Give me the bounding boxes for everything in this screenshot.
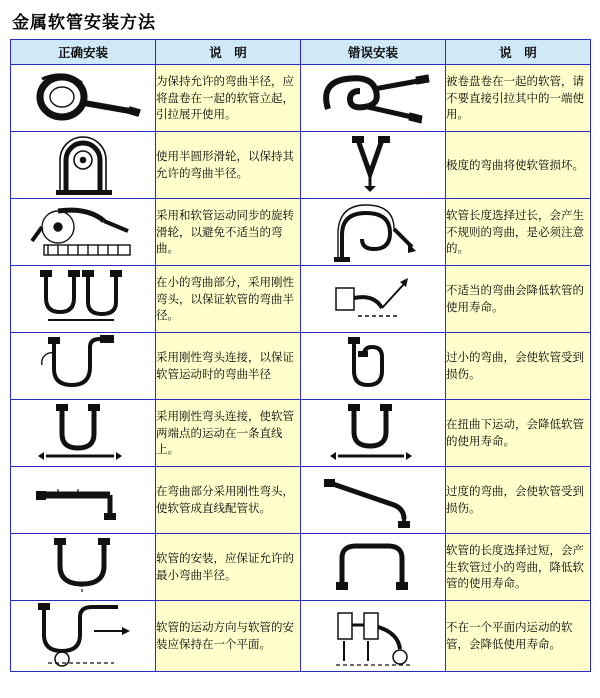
correct-note-text: 采用和软管运动同步的旋转滑轮，以避免不适当的弯曲。 <box>156 199 301 266</box>
rigid-elbow-connection-u-icon <box>18 335 148 397</box>
wrong-illustration-long-loose-hose-loop <box>301 199 446 266</box>
correct-illustration-rigid-elbow-connection-u <box>11 333 156 400</box>
rigid-elbow-straight-line-icon <box>18 402 148 464</box>
correct-note-text: 在弯曲部分采用刚性弯头，使软管成直线配管状。 <box>156 467 301 534</box>
long-loose-hose-loop-icon <box>308 201 438 263</box>
installation-methods-table <box>10 39 591 672</box>
correct-illustration-coiled-hose-roll <box>11 65 156 132</box>
correct-illustration-same-plane-motion <box>11 601 156 672</box>
column-header-wrong-install: 错误安装 <box>301 40 446 65</box>
table-row <box>11 65 591 132</box>
wrong-illustration-improper-tight-bend <box>301 266 446 333</box>
wrong-illustration-coiled-hose-pulled <box>301 65 446 132</box>
wrong-note-text: 不适当的弯曲会降低软管的使用寿命。 <box>446 266 591 333</box>
wrong-note-text: 过度的弯曲，会使软管受到损伤。 <box>446 467 591 534</box>
table-row <box>11 266 591 333</box>
correct-note-text: 在小的弯曲部分，采用刚性弯头，以保证软管的弯曲半径。 <box>156 266 301 333</box>
wrong-illustration-short-length-tight-bend <box>301 534 446 601</box>
column-header-correct-note: 说 明 <box>156 40 301 65</box>
table-row <box>11 199 591 266</box>
wrong-note-text: 软管的长度选择过短，会产生软管过小的弯曲，降低软管的使用寿命。 <box>446 534 591 601</box>
same-plane-motion-icon <box>18 601 148 671</box>
over-tight-hook-bend-icon <box>308 335 438 397</box>
short-length-tight-bend-icon <box>308 536 438 598</box>
out-of-plane-motion-icon <box>308 601 438 671</box>
semicircular-guide-pulley-icon <box>18 134 148 196</box>
correct-note-text: 采用刚性弯头连接，使软管两端点的运动在一条直线上。 <box>156 400 301 467</box>
correct-illustration-rotating-pulley-with-chain <box>11 199 156 266</box>
correct-note-text: 使用半圆形滑轮，以保持其允许的弯曲半径。 <box>156 132 301 199</box>
table-row <box>11 400 591 467</box>
correct-illustration-elbow-straight-piping <box>11 467 156 534</box>
elbow-straight-piping-icon <box>18 469 148 531</box>
table-row <box>11 333 591 400</box>
rigid-bend-small-radius-icon <box>18 268 148 330</box>
excessive-bend-elbow-icon <box>308 469 438 531</box>
improper-tight-bend-icon <box>308 268 438 330</box>
correct-illustration-semicircular-guide-pulley <box>11 132 156 199</box>
table-row <box>11 467 591 534</box>
wrong-note-text: 不在一个平面内运动的软管，会降低使用寿命。 <box>446 601 591 672</box>
correct-note-text: 为保持允许的弯曲半径，应将盘卷在一起的软管立起，引拉展开使用。 <box>156 65 301 132</box>
wrong-note-text: 过小的弯曲，会使软管受到损伤。 <box>446 333 591 400</box>
u-shape-min-radius-icon <box>18 536 148 598</box>
wrong-illustration-out-of-plane-motion <box>301 601 446 672</box>
wrong-illustration-excessive-bend-elbow <box>301 467 446 534</box>
wrong-illustration-sharp-v-bend <box>301 132 446 199</box>
table-row <box>11 132 591 199</box>
wrong-note-text: 在扭曲下运动，会降低软管的使用寿命。 <box>446 400 591 467</box>
column-header-correct-install: 正确安装 <box>11 40 156 65</box>
twisted-u-bend-icon <box>308 402 438 464</box>
correct-illustration-rigid-bend-small-radius <box>11 266 156 333</box>
column-header-wrong-note: 说 明 <box>446 40 591 65</box>
correct-note-text: 采用刚性弯头连接，以保证软管运动时的弯曲半径 <box>156 333 301 400</box>
table-header-row <box>11 40 591 65</box>
correct-note-text: 软管的安装，应保证允许的最小弯曲半径。 <box>156 534 301 601</box>
wrong-illustration-twisted-u-bend <box>301 400 446 467</box>
wrong-note-text: 被卷盘卷在一起的软管，请不要直接引拉其中的一端使用。 <box>446 65 591 132</box>
coiled-hose-roll-icon <box>18 67 148 129</box>
wrong-illustration-over-tight-hook-bend <box>301 333 446 400</box>
page-title: 金属软管安装方法 <box>12 13 156 33</box>
wrong-note-text: 极度的弯曲将使软管损坏。 <box>446 132 591 199</box>
rotating-pulley-with-chain-icon <box>18 201 148 263</box>
correct-note-text: 软管的运动方向与软管的安装应保持在一个平面。 <box>156 601 301 672</box>
wrong-note-text: 软管长度选择过长，会产生不规则的弯曲，是必须注意的。 <box>446 199 591 266</box>
correct-illustration-u-shape-min-radius <box>11 534 156 601</box>
sharp-v-bend-icon <box>308 134 438 196</box>
table-row <box>11 601 591 672</box>
correct-illustration-rigid-elbow-straight-line <box>11 400 156 467</box>
table-row <box>11 534 591 601</box>
coiled-hose-pulled-icon <box>308 67 438 129</box>
